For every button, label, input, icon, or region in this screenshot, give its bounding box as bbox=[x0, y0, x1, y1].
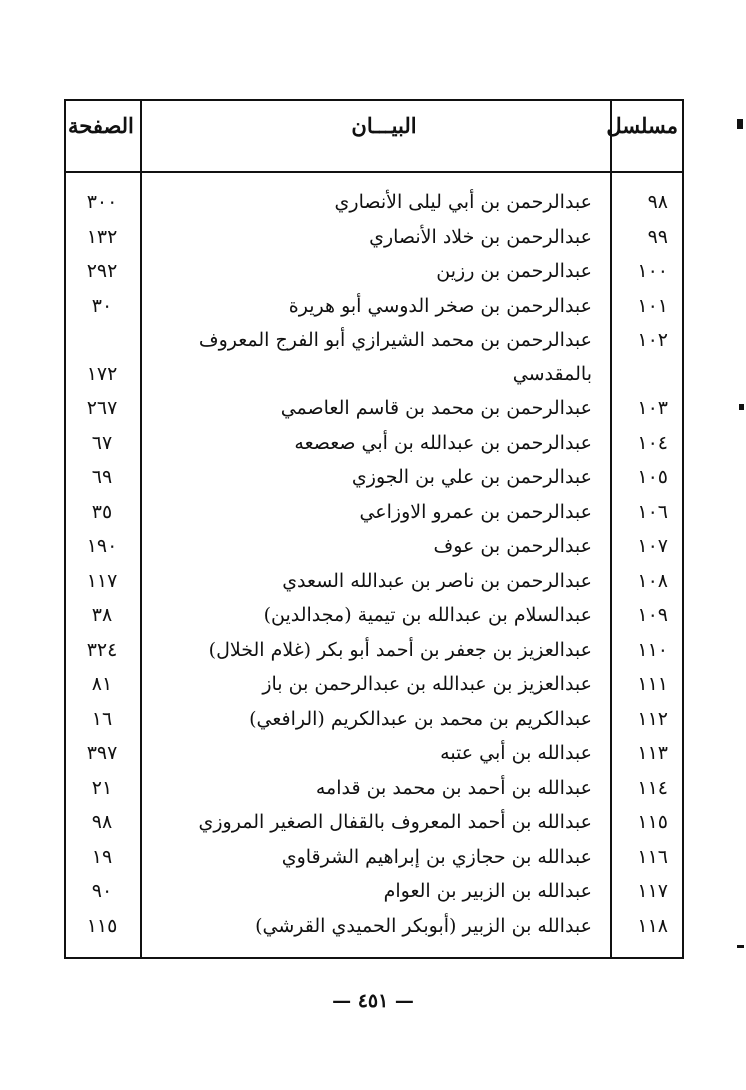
margin-mark bbox=[737, 945, 744, 948]
serial-cell: ١١٤ bbox=[637, 776, 668, 799]
page-cell: ٩٨ bbox=[91, 811, 113, 833]
description-cell: عبدالعزيز بن جعفر بن أحمد أبو بكر (غلام الخلال) bbox=[208, 638, 592, 661]
margin-mark bbox=[739, 404, 744, 410]
header-description: البيـــان bbox=[351, 113, 417, 138]
page-cell: ٨١ bbox=[91, 673, 113, 695]
page-cell: ٦٧ bbox=[91, 431, 113, 454]
description-cell: عبدالله بن أحمد المعروف بالقفال الصغير المروزي bbox=[198, 811, 592, 833]
table-row bbox=[64, 909, 684, 943]
serial-cell: ١٠٧ bbox=[637, 535, 668, 557]
page-cell: ٢٩٢ bbox=[86, 260, 118, 282]
table-row bbox=[64, 702, 684, 736]
margin-mark bbox=[737, 119, 743, 129]
table-row bbox=[64, 564, 684, 598]
serial-cell: ١٠٨ bbox=[637, 569, 668, 592]
description-cell: عبدالرحمن بن خلاد الأنصاري bbox=[369, 225, 592, 248]
table-row bbox=[64, 254, 684, 288]
table-row bbox=[64, 805, 684, 839]
page-cell: ١٦ bbox=[91, 707, 113, 730]
table-row bbox=[64, 771, 684, 805]
serial-cell: ١١٠ bbox=[637, 638, 668, 661]
page-cell: ١١٥ bbox=[86, 914, 118, 937]
serial-cell: ٩٩ bbox=[647, 225, 668, 248]
serial-cell: ٩٨ bbox=[647, 191, 668, 213]
serial-cell: ١٠١ bbox=[637, 294, 668, 317]
description-cell: عبدالرحمن بن علي بن الجوزي bbox=[351, 466, 592, 488]
table-row bbox=[64, 495, 684, 529]
header-serial: مسلسل bbox=[606, 113, 678, 138]
page-cell: ٢٦٧ bbox=[86, 397, 118, 419]
table-row bbox=[64, 840, 684, 874]
serial-cell: ١١٨ bbox=[637, 914, 668, 937]
description-cell: عبدالله بن أحمد بن محمد بن قدامه bbox=[315, 776, 592, 799]
serial-cell: ١٠٤ bbox=[637, 431, 668, 454]
description-cell: عبدالله بن أبي عتبه bbox=[440, 742, 592, 764]
serial-cell: ١١٣ bbox=[637, 742, 668, 764]
serial-cell: ١٠٣ bbox=[637, 397, 668, 419]
page-cell: ٩٠ bbox=[91, 880, 113, 902]
table-row bbox=[64, 667, 684, 701]
table-row bbox=[64, 323, 684, 391]
page-cell: ١٣٢ bbox=[86, 225, 118, 248]
page-cell: ٦٩ bbox=[91, 466, 113, 488]
description-cell: عبدالرحمن بن عوف bbox=[433, 535, 592, 557]
serial-cell: ١٠٦ bbox=[637, 500, 668, 523]
table-row bbox=[64, 598, 684, 632]
page-cell: ٣٠٠ bbox=[86, 191, 118, 213]
page-cell: ٣٩٧ bbox=[86, 742, 118, 764]
description-cell: عبدالسلام بن عبدالله بن تيمية (مجدالدين) bbox=[263, 604, 592, 626]
serial-cell: ١١١ bbox=[637, 673, 668, 695]
page-cell: ١٩٠ bbox=[86, 535, 118, 557]
serial-cell: ١٠٩ bbox=[637, 604, 668, 626]
description-cell: عبدالرحمن بن عمرو الاوزاعي bbox=[359, 500, 592, 523]
serial-cell: ١١٦ bbox=[637, 845, 668, 868]
page-number: — ٤٥١ — bbox=[332, 990, 414, 1012]
table-row bbox=[64, 460, 684, 494]
description-cell: عبدالرحمن بن رزين bbox=[436, 260, 592, 282]
page-cell: ١٧٢ bbox=[86, 363, 118, 385]
page-cell: ١١٧ bbox=[86, 569, 118, 592]
index-table bbox=[64, 99, 684, 959]
page-cell: ٣٠ bbox=[91, 294, 113, 317]
page-cell: ٣٥ bbox=[91, 500, 113, 523]
description-cell: عبدالرحمن بن محمد الشيرازي أبو الفرج المعروف بالمقدسي bbox=[198, 329, 592, 385]
page-cell: ٣٨ bbox=[91, 604, 113, 626]
description-cell: عبدالكريم بن محمد بن عبدالكريم (الرافعي) bbox=[249, 707, 592, 730]
serial-cell: ١١٧ bbox=[637, 880, 668, 902]
table-row bbox=[64, 220, 684, 254]
table-row bbox=[64, 529, 684, 563]
table-row bbox=[64, 185, 684, 219]
table-row bbox=[64, 633, 684, 667]
description-cell: عبدالله بن حجازي بن إبراهيم الشرقاوي bbox=[281, 845, 592, 868]
description-cell: عبدالرحمن بن أبي ليلى الأنصاري bbox=[334, 191, 592, 213]
page-cell: ١٩ bbox=[91, 845, 113, 868]
header-divider bbox=[64, 171, 684, 173]
serial-cell: ١٠٠ bbox=[637, 260, 668, 282]
page-cell: ٣٢٤ bbox=[86, 638, 118, 661]
table-row bbox=[64, 391, 684, 425]
table-row bbox=[64, 289, 684, 323]
table-row bbox=[64, 426, 684, 460]
description-cell: عبدالرحمن بن صخر الدوسي أبو هريرة bbox=[288, 294, 592, 317]
description-cell: عبدالرحمن بن محمد بن قاسم العاصمي bbox=[280, 397, 592, 419]
description-cell: عبدالعزيز بن عبدالله بن عبدالرحمن بن باز bbox=[262, 673, 592, 695]
serial-cell: ١١٥ bbox=[637, 811, 668, 833]
serial-cell: ١٠٢ bbox=[637, 329, 668, 351]
table-row bbox=[64, 874, 684, 908]
description-cell: عبدالله بن الزبير (أبوبكر الحميدي القرشي) bbox=[255, 914, 592, 937]
header-page: الصفحة bbox=[68, 113, 134, 138]
description-cell: عبدالله بن الزبير بن العوام bbox=[383, 880, 592, 902]
serial-cell: ١٠٥ bbox=[637, 466, 668, 488]
page-cell: ٢١ bbox=[91, 776, 113, 799]
serial-cell: ١١٢ bbox=[637, 707, 668, 730]
description-cell: عبدالرحمن بن ناصر بن عبدالله السعدي bbox=[282, 569, 592, 592]
table-row bbox=[64, 736, 684, 770]
description-cell: عبدالرحمن بن عبدالله بن أبي صعصعه bbox=[294, 431, 592, 454]
